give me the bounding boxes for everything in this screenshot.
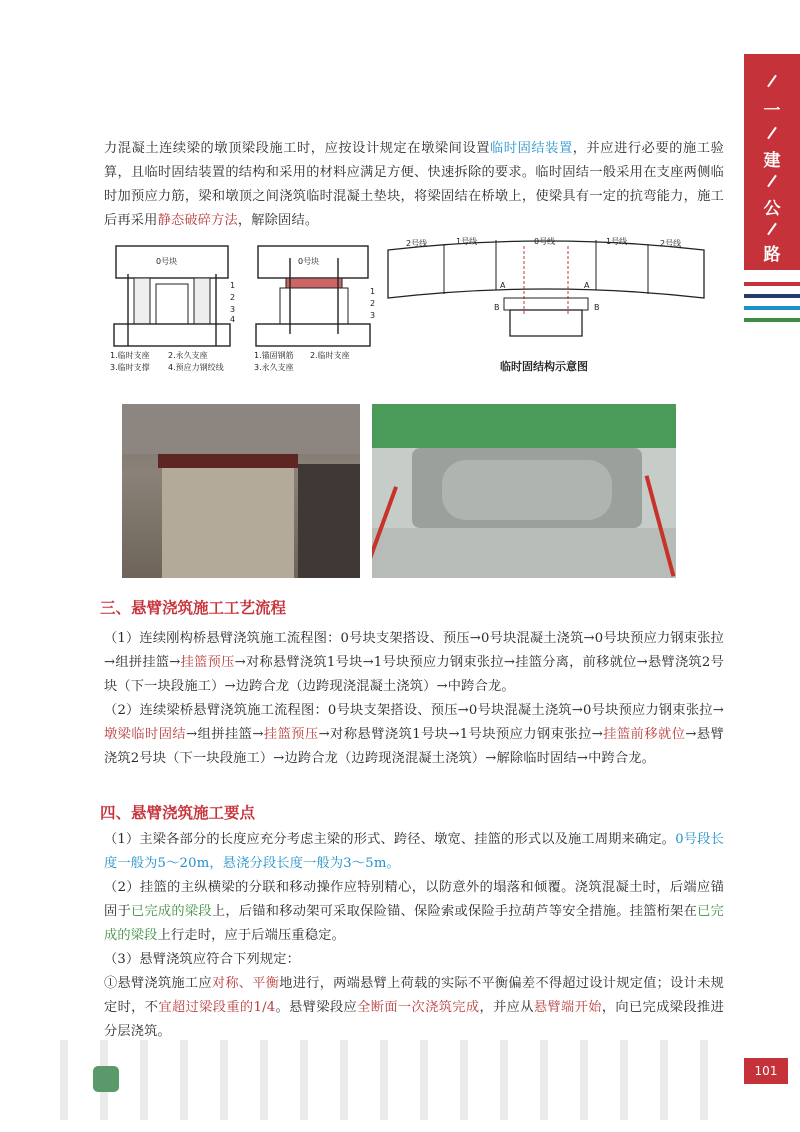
section-a-left: A bbox=[500, 281, 506, 290]
photo-box-girder-section bbox=[372, 404, 676, 578]
line-label: 1号线 bbox=[456, 237, 478, 246]
marker-3: 3 bbox=[370, 311, 376, 320]
section-a-right: A bbox=[584, 281, 590, 290]
intro-paragraph: 力混凝土连续梁的墩顶梁段施工时，应按设计规定在墩梁间设置临时固结装置，并应进行必要的施工验算，且临时固结装置的结构和采用的材料应满足方便、快速拆除的要求。临时固结一般采用在支座两侧临时加预应力筋，梁和墩顶之间浇筑临时混凝土垫块，将梁固结在桥墩上，使梁具有一定的抗弯能力，施工后再采用静态破碎方法，解除固结。 bbox=[104, 141, 724, 228]
line-label: 0号线 bbox=[534, 237, 556, 246]
figure-caption: 临时固结构示意图 bbox=[500, 360, 588, 373]
tab-char-4: 路 bbox=[763, 245, 781, 265]
page-number: 101 bbox=[744, 1058, 788, 1084]
section-4-paragraph-2: （2）挂篮的主纵横梁的分联和移动操作应特别精心，以防意外的塌落和倾覆。浇筑混凝土时，后端应锚固于已完成的梁段上，后锚和移动架可采取保险锚、保险索或保险手拉葫芦等安全措施。挂篮桁架在已完成的梁段上行走时，应于后端压重稳定。 bbox=[104, 880, 725, 943]
temp-support-left bbox=[134, 278, 150, 324]
tab-divider bbox=[767, 175, 777, 188]
marker-2: 2 bbox=[230, 293, 236, 302]
section-4-title: 四、悬臂浇筑施工要点 bbox=[100, 804, 256, 822]
legend-4: 4.预应力钢绞线 bbox=[168, 363, 224, 372]
figure-anchor-rebar bbox=[250, 244, 380, 374]
marker-4: 4 bbox=[230, 315, 236, 324]
stripe-blue bbox=[744, 306, 800, 310]
line-label: 2号线 bbox=[406, 239, 428, 248]
temp-block bbox=[504, 298, 588, 310]
figure-temp-fix-structure bbox=[384, 236, 708, 376]
section-3-title: 三、悬臂浇筑施工工艺流程 bbox=[100, 599, 287, 617]
marker-2: 2 bbox=[370, 299, 376, 308]
tab-divider bbox=[767, 75, 777, 88]
section-3-paragraph-2: （2）连续梁桥悬臂浇筑施工流程图：0号块支架搭设、预压→0号块混凝土浇筑→0号块预应力钢束张拉→墩梁临时固结→组拼挂篮→挂篮预压→对称悬臂浇筑1号块→1号块预应力钢束张拉→挂篮前移就位→悬臂浇筑2号块（下一块段施工）→边跨合龙（边跨现浇混凝土浇筑）→解除临时固结→中跨合龙。 bbox=[104, 703, 724, 766]
line-label: 1号线 bbox=[606, 237, 628, 246]
section-b-left: B bbox=[494, 303, 500, 312]
temp-bearing bbox=[286, 278, 342, 288]
legend-3: 3.永久支座 bbox=[254, 363, 294, 372]
pier-cap bbox=[114, 324, 230, 346]
stripe-green bbox=[744, 318, 800, 322]
pier bbox=[510, 310, 582, 336]
block-label: 0号块 bbox=[156, 257, 178, 266]
marker-3: 3 bbox=[230, 305, 236, 314]
temp-support-right bbox=[194, 278, 210, 324]
stripe-red bbox=[744, 282, 800, 286]
figure-temp-support bbox=[106, 244, 238, 374]
chapter-tab bbox=[744, 54, 800, 270]
permanent-support bbox=[156, 284, 188, 324]
box-girder bbox=[388, 241, 704, 298]
section-3-paragraph-1: （1）连续刚构桥悬臂浇筑施工流程图：0号块支架搭设、预压→0号块混凝土浇筑→0号块预应力钢束张拉→组拼挂篮→挂篮预压→对称悬臂浇筑1号块→1号块预应力钢束张拉→挂篮分离，前移就位→悬臂浇筑2号块（下一块段施工）→边跨合龙（边跨现浇混凝土浇筑）→中跨合龙。 bbox=[104, 631, 724, 694]
tab-char-2: 建 bbox=[763, 151, 781, 171]
pier-cap bbox=[256, 324, 370, 346]
line-label: 2号线 bbox=[660, 239, 682, 248]
section-4-paragraph-4: ①悬臂浇筑施工应对称、平衡地进行，两端悬臂上荷载的实际不平衡偏差不得超过设计规定值；设计未规定时，不宜超过梁段重的1/4。悬臂梁段应全断面一次浇筑完成，并应从悬臂端开始，向已完成梁段推进分层浇筑。 bbox=[104, 976, 724, 1039]
photo-pier-temp-support bbox=[122, 404, 360, 578]
tab-divider bbox=[767, 127, 777, 140]
section-4-paragraph-3: （3）悬臂浇筑应符合下列规定： bbox=[104, 952, 301, 967]
section-4-paragraph-1: （1）主梁各部分的长度应充分考虑主梁的形式、跨径、墩宽、挂篮的形式以及施工周期来确定。0号段长度一般为5～20m，悬浇分段长度一般为3～5m。 bbox=[104, 832, 724, 871]
legend-2: 2.永久支座 bbox=[168, 351, 208, 360]
footer-decoration bbox=[60, 1040, 740, 1120]
tab-char-1: 一 bbox=[763, 101, 781, 121]
tab-char-3: 公 bbox=[763, 199, 781, 219]
legend-2: 2.临时支座 bbox=[310, 351, 350, 360]
marker-1: 1 bbox=[370, 287, 376, 296]
block-label: 0号块 bbox=[298, 257, 320, 266]
legend-1: 1.锚固钢筋 bbox=[254, 351, 294, 360]
legend-3: 3.临时支撑 bbox=[110, 363, 150, 372]
publisher-logo bbox=[93, 1066, 119, 1092]
legend-1: 1.临时支座 bbox=[110, 351, 150, 360]
marker-1: 1 bbox=[230, 281, 236, 290]
stripe-navy bbox=[744, 294, 800, 298]
section-b-right: B bbox=[594, 303, 600, 312]
tab-divider bbox=[767, 223, 777, 236]
